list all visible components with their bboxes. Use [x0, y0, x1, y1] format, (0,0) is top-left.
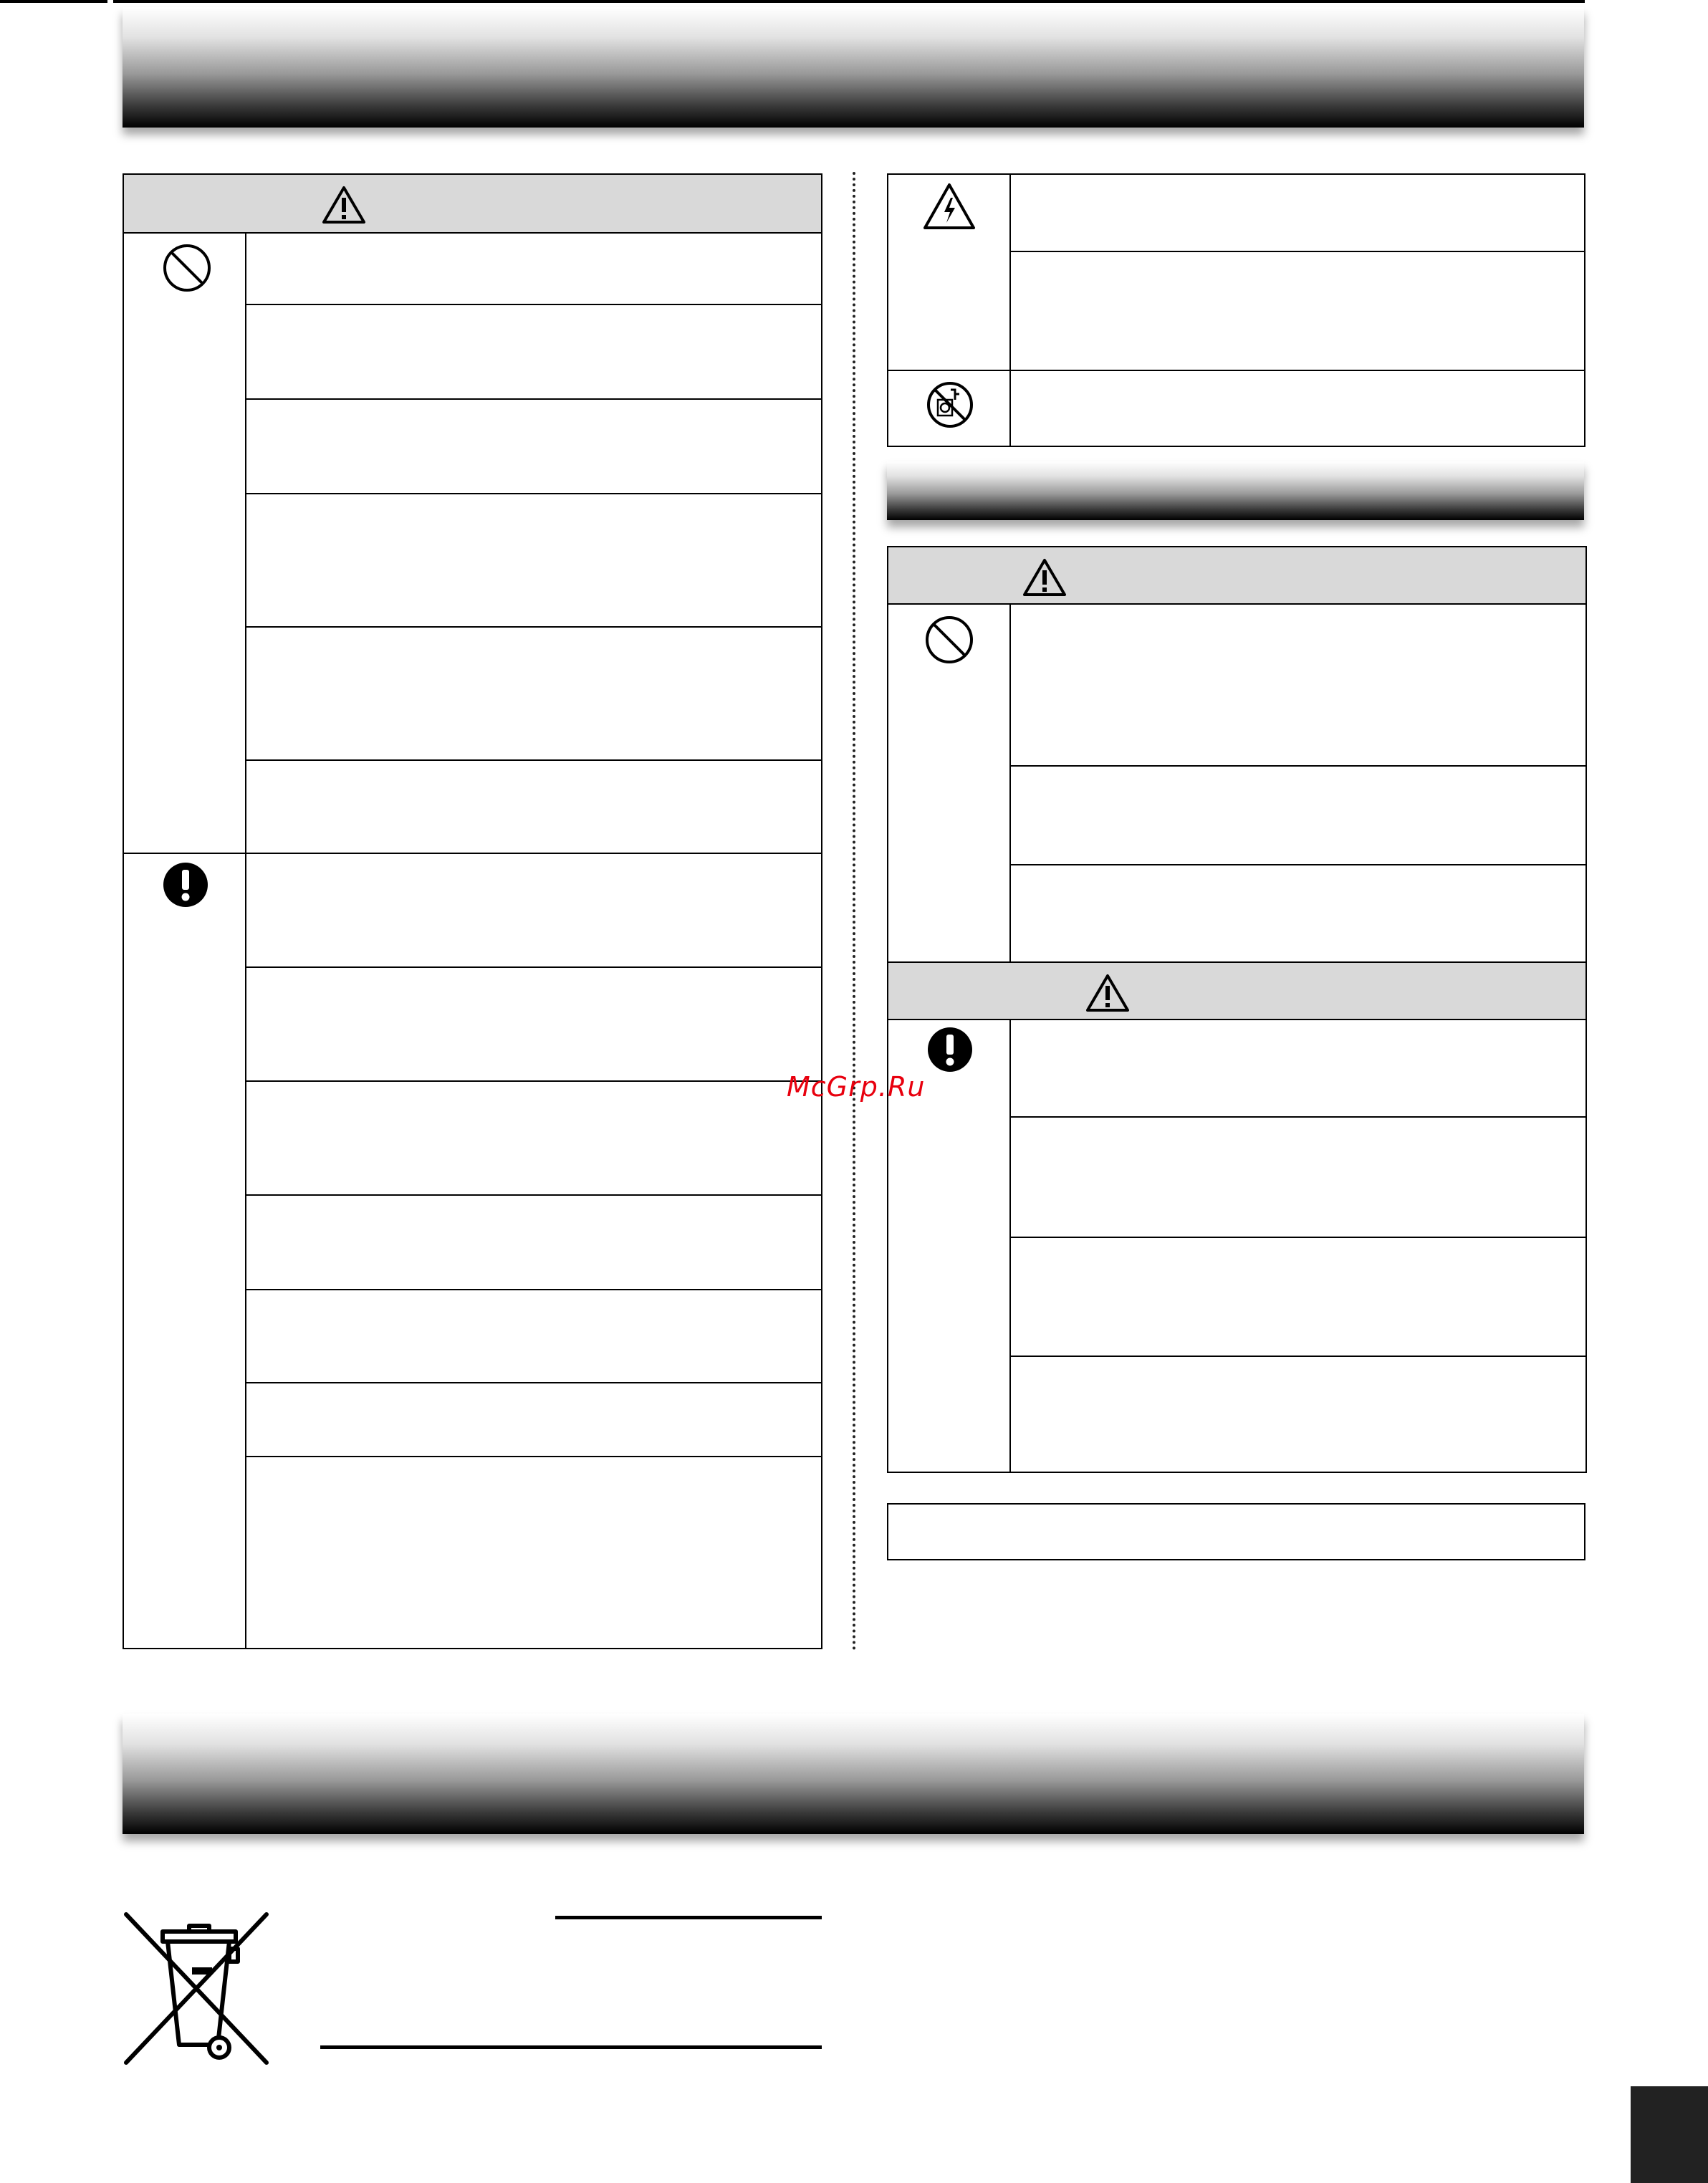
row-divider	[246, 759, 821, 761]
row-divider	[246, 626, 821, 628]
mandatory-exclamation-icon	[162, 861, 209, 908]
warning-triangle-icon	[1085, 973, 1131, 1013]
section-banner-disposal	[123, 1714, 1584, 1834]
rule-line	[320, 2045, 822, 2049]
electrical-table-right	[887, 173, 1585, 447]
row-divider	[1011, 251, 1584, 252]
row-divider	[246, 1289, 821, 1290]
top-rule-gap	[107, 0, 113, 3]
row-divider	[1011, 1116, 1585, 1118]
column-divider	[853, 172, 855, 1651]
electric-shock-icon	[922, 182, 977, 232]
mandatory-exclamation-icon	[926, 1026, 974, 1073]
row-divider	[246, 966, 821, 968]
prohibited-icon	[162, 243, 212, 293]
rule-line	[555, 1916, 822, 1919]
row-divider	[246, 304, 821, 305]
prohibited-icon	[924, 615, 974, 665]
note-box	[887, 1503, 1585, 1560]
row-divider	[246, 1382, 821, 1383]
warning-triangle-icon	[321, 185, 367, 225]
row-divider	[246, 493, 821, 494]
caution-header	[888, 961, 1585, 1020]
icon-column	[124, 232, 246, 1648]
section-banner-right	[887, 461, 1584, 520]
row-divider	[246, 1194, 821, 1196]
warning-table-right	[887, 546, 1587, 1473]
warning-header	[124, 175, 821, 234]
row-divider	[246, 398, 821, 400]
watermark-text: McGrp.Ru	[787, 1071, 926, 1103]
top-rule	[0, 0, 1585, 3]
crossed-out-wheelie-bin-icon	[123, 1911, 270, 2066]
warning-header	[888, 547, 1585, 605]
section-banner-safety-precautions	[123, 7, 1584, 128]
warning-triangle-icon	[1022, 557, 1068, 598]
page-tab	[1631, 2086, 1708, 2183]
row-divider	[1011, 1356, 1585, 1357]
row-divider	[1011, 765, 1585, 767]
group-divider	[888, 370, 1584, 371]
row-divider	[1011, 1237, 1585, 1238]
row-divider	[1011, 864, 1585, 865]
group-divider	[124, 853, 821, 854]
warning-table-left	[123, 173, 822, 1649]
row-divider	[246, 1080, 821, 1082]
keep-hands-away-fan-icon	[926, 381, 974, 428]
row-divider	[246, 1456, 821, 1457]
